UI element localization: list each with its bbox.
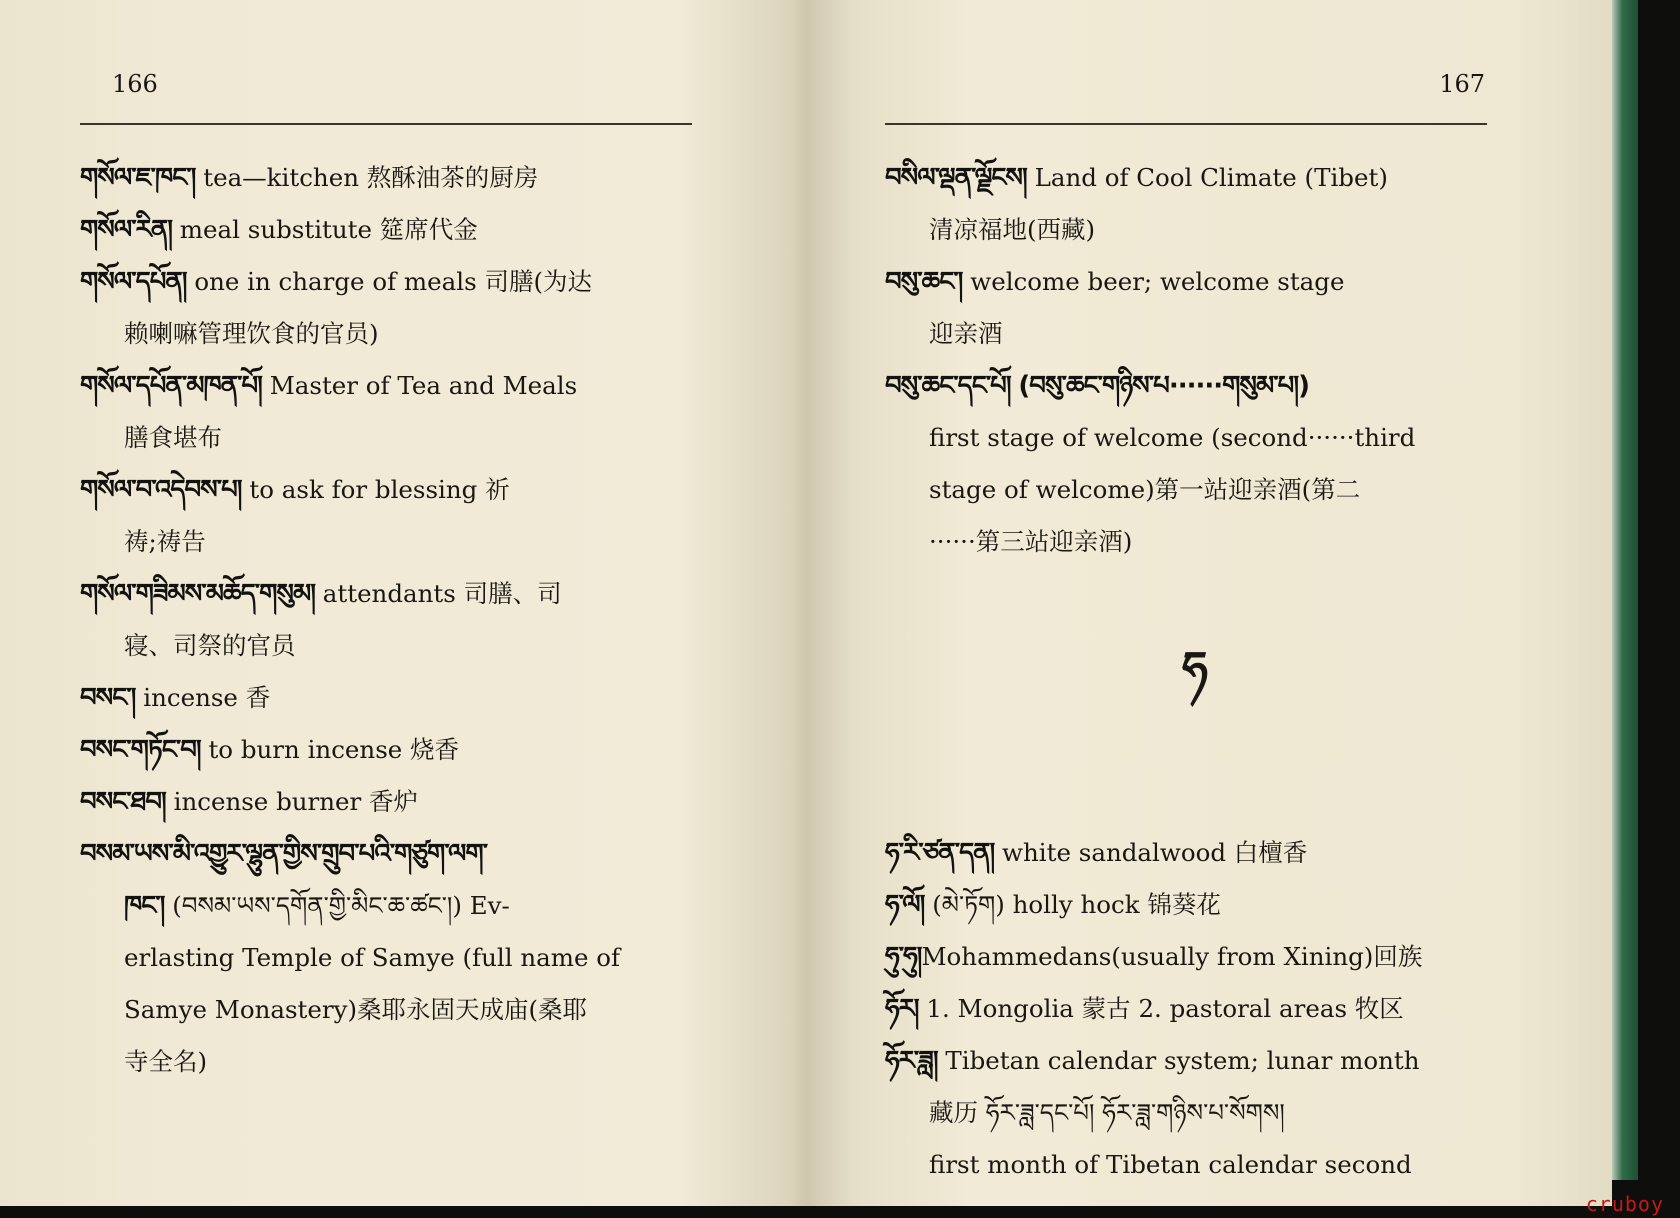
- tibetan-headword: གསོལ་དཔོན།: [80, 267, 187, 297]
- tibetan-headword: ཧ་ལོ།: [885, 890, 925, 920]
- definition-continued: stage of welcome)第一站迎亲酒(第二: [929, 475, 1361, 504]
- tibetan-headword: ཧོར།: [885, 994, 919, 1024]
- tibetan-headword: གསོལ་ཇ་ཁང་།: [80, 163, 196, 193]
- definition-continued: 迎亲酒: [929, 319, 1003, 348]
- definition-continued: 赖喇嘛管理饮食的官员): [124, 319, 379, 348]
- tibetan-headword: གསོལ་གཟིམས་མཆོད་གསུམ།: [80, 579, 315, 609]
- definition: Master of Tea and Meals: [269, 371, 578, 400]
- page-number: 167: [1439, 70, 1485, 98]
- dictionary-entry: [80, 568, 700, 672]
- entry-list: [80, 152, 700, 1088]
- definition: (མེ་ཏོག) holly hock 锦葵花: [932, 890, 1221, 919]
- tibetan-headword: བསང་ཐབ།: [80, 787, 166, 817]
- tibetan-headword: གསོལ་རིན།: [80, 215, 172, 245]
- definition-continued: 膳食堪布: [124, 423, 222, 452]
- tibetan-headword: གསོལ་བ་འདེབས་པ།: [80, 475, 242, 505]
- dictionary-entry: [80, 724, 700, 776]
- header-rule: [885, 123, 1487, 125]
- definition: to ask for blessing 祈: [249, 475, 510, 504]
- definition: one in charge of meals 司膳(为达: [194, 267, 593, 296]
- definition-continued: 清凉福地(西藏): [929, 215, 1096, 244]
- watermark: cruboy: [1585, 1192, 1664, 1216]
- definition-continued: 藏历 ཧོར་ཟླ་དང་པོ། ཧོར་ཟླ་གཉིས་པ་སོགས།: [929, 1098, 1285, 1127]
- definition-continued: [80, 880, 700, 932]
- entry-list: [885, 152, 1505, 1191]
- dictionary-entry: [885, 152, 1505, 256]
- tibetan-headword: བསུ་ཆང་དང་པོ།: [885, 371, 1011, 401]
- definition: to burn incense 烧香: [208, 735, 460, 764]
- tibetan-headword: བསང་།: [80, 683, 136, 713]
- definition: (བསུ་ཆང་གཉིས་པ······གསུམ་པ།): [1018, 371, 1309, 401]
- dictionary-entry: [885, 1035, 1505, 1191]
- header-rule: [80, 123, 692, 125]
- tibetan-headword: གསོལ་དཔོན་མཁན་པོ།: [80, 371, 262, 401]
- definition: incense burner 香炉: [173, 787, 419, 816]
- dictionary-entry: [80, 828, 700, 1088]
- dictionary-entry: [885, 931, 1505, 983]
- dictionary-entry: [885, 827, 1505, 879]
- definition: attendants 司膳、司: [322, 579, 562, 608]
- tibetan-headword-continued: ཁང་།: [124, 891, 165, 921]
- definition-continued: ······第三站迎亲酒): [929, 527, 1133, 556]
- definition: Mohammedans(usually from Xining)回族: [921, 942, 1423, 971]
- dictionary-entry: [80, 360, 700, 464]
- definition: 1. Mongolia 蒙古 2. pastoral areas 牧区: [926, 994, 1404, 1023]
- section-letter-heading: ཧ: [1182, 641, 1208, 695]
- definition-continued: 寝、司祭的官员: [124, 631, 296, 660]
- definition-continued: first stage of welcome (second······third: [929, 423, 1416, 452]
- dictionary-entry: [885, 983, 1505, 1035]
- dictionary-entry: [80, 464, 700, 568]
- tibetan-headword: ཧོར་ཟླ།: [885, 1046, 938, 1076]
- definition-continued: 祷;祷告: [124, 527, 206, 556]
- tibetan-headword: ཧུ་ཧུ།: [885, 942, 922, 972]
- dictionary-entry: [80, 204, 700, 256]
- definition: Land of Cool Climate (Tibet): [1034, 163, 1388, 192]
- definition-continued: Samye Monastery)桑耶永固天成庙(桑耶: [124, 995, 588, 1024]
- definition-text: (བསམ་ཡས་དགོན་གྱི་མིང་ཆ་ཚང་།) Ev-: [172, 891, 510, 920]
- dictionary-entry: [885, 256, 1505, 360]
- definition: meal substitute 筵席代金: [179, 215, 478, 244]
- definition: white sandalwood 白檀香: [1002, 838, 1308, 867]
- tibetan-headword: བསུ་ཆང་།: [885, 267, 963, 297]
- definition-continued: 寺全名): [124, 1047, 208, 1076]
- tibetan-headword: བསིལ་ལྡན་ལྗོངས།: [885, 163, 1027, 193]
- dictionary-entry: [80, 776, 700, 828]
- definition-continued: erlasting Temple of Samye (full name of: [124, 943, 621, 972]
- definition: Tibetan calendar system; lunar month: [945, 1046, 1420, 1075]
- dictionary-entry: [80, 672, 700, 724]
- dictionary-entry: [80, 256, 700, 360]
- definition: welcome beer; welcome stage: [970, 267, 1345, 296]
- definition: incense 香: [143, 683, 271, 712]
- left-page: [80, 0, 700, 1206]
- dictionary-entry: [885, 879, 1505, 931]
- definition: tea—kitchen 熬酥油茶的厨房: [203, 163, 539, 192]
- dictionary-entry: [80, 152, 700, 204]
- tibetan-headword: ཧ་རི་ཙན་དན།: [885, 838, 995, 868]
- book-cover-edge: [1612, 0, 1638, 1180]
- tibetan-headword: བསམ་ཡས་མི་འགྱུར་ལྷུན་གྱིས་གྲུབ་པའི་གཙུག་ལག་: [80, 839, 488, 869]
- page-number: 166: [112, 70, 158, 98]
- right-page: [885, 0, 1505, 1206]
- definition-continued: first month of Tibetan calendar second: [929, 1150, 1412, 1179]
- dictionary-entry: [885, 360, 1505, 568]
- tibetan-headword: བསང་གཏོང་བ།: [80, 735, 201, 765]
